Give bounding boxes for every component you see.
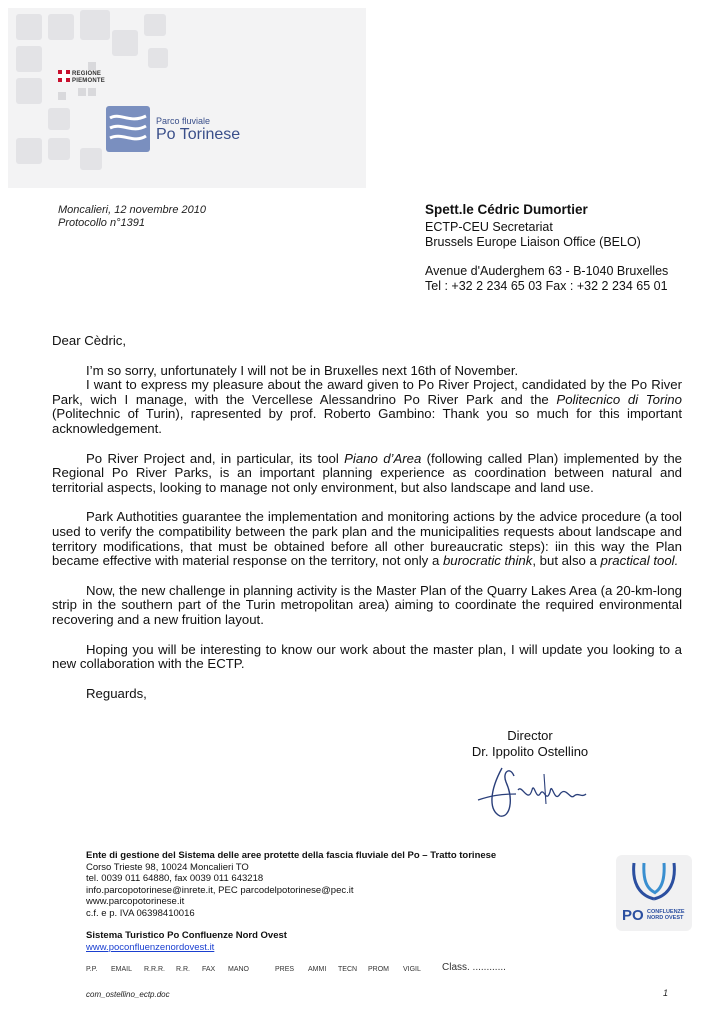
code-pp: P.P.: [86, 966, 98, 973]
signer-name: Dr. Ippolito Ostellino: [471, 744, 589, 759]
place-date: Moncalieri, 12 novembre 2010: [58, 204, 206, 216]
code-ammi: AMMI: [308, 966, 327, 973]
recipient-office: Brussels Europe Liaison Office (BELO): [425, 235, 641, 249]
code-rrr: R.R.R.: [144, 966, 165, 973]
region-line-1: REGIONE: [72, 71, 102, 77]
confluenze-logo-po: PO: [622, 907, 644, 924]
paragraph-2: [52, 378, 682, 436]
confluenze-logo-text: [647, 909, 685, 921]
paragraph-4: [52, 510, 682, 568]
class-field: Class. ............: [442, 962, 506, 973]
letter-meta: [58, 204, 206, 230]
document-filename: com_ostellino_ectp.doc: [86, 990, 170, 999]
page-number: 1: [663, 988, 669, 998]
po-confluenze-logo: [616, 855, 692, 931]
park-logo-subtitle: Parco fluviale: [156, 116, 211, 126]
code-prom: PROM: [368, 966, 389, 973]
protocol-number: Protocollo n°1391: [58, 217, 145, 229]
code-tecn: TECN: [338, 966, 358, 973]
paragraph-6: Hoping you will be interesting to know our work about the master plan, I will update you looking to a new collaboration with the ECTP.: [52, 641, 682, 672]
p2-text-c: (Politechnic of Turin), rapresented by prof. Roberto Gambino: Thank you so much for this important acknowledgement.: [52, 406, 682, 436]
p3-text-a: Po River Project and, in particular, its tool: [86, 450, 345, 466]
code-rr: R.R.: [176, 966, 190, 973]
river-logo-icon: [106, 106, 150, 152]
footer-address: Corso Trieste 98, 10024 Moncalieri TO: [86, 861, 249, 873]
confluenze-line-1: CONFLUENZE: [647, 909, 685, 915]
code-vigil: VIGIL: [403, 966, 421, 973]
tourism-website-link[interactable]: www.poconfluenzenordovest.it: [86, 941, 215, 953]
parco-po-torinese-logo: [106, 106, 256, 152]
signer-title: Director: [507, 728, 553, 743]
paragraph-5: Now, the new challenge in planning activity is the Master Plan of the Quarry Lakes Area (a 20-km-long strip in the southern part of the Turin metropolitan area) aiming to coordinate the required environmental recovering and a new fruition layout.: [52, 582, 682, 627]
regione-piemonte-logo: [56, 62, 104, 104]
recipient-org: ECTP-CEU Secretariat: [425, 220, 553, 234]
code-pres: PRES: [275, 966, 295, 973]
code-fax: FAX: [202, 966, 216, 973]
recipient-street: Avenue d'Auderghem 63 - B-1040 Bruxelles: [425, 264, 669, 278]
p4-text-c: , but also a: [532, 553, 601, 569]
recipient-phones: Tel : +32 2 234 65 03 Fax : +32 2 234 65 01: [425, 279, 668, 293]
closing: Reguards,: [86, 685, 147, 701]
footer-website: www.parcopotorinese.it: [86, 896, 185, 907]
footer-tax-id: c.f. e p. IVA 06398410016: [86, 907, 195, 919]
footer-tourism-system: Sistema Turistico Po Confluenze Nord Ovest: [86, 930, 287, 941]
footer-entity: Ente di gestione del Sistema delle aree protette della fascia fluviale del Po – Tratto torinese: [86, 850, 497, 861]
p4-text-d: practical tool.: [600, 553, 679, 569]
recipient-address: [425, 203, 668, 293]
footer: [86, 850, 496, 953]
park-logo-title: Po Torinese: [156, 126, 241, 143]
p2-text-a: I want to express my pleasure about the award given to Po River Project, candidated by the Po River Park, wich I manage, with the Vercellese Alessandrino Po River Park and the: [52, 377, 682, 407]
region-line-2: PIEMONTE: [72, 78, 105, 84]
region-logo-text: [72, 71, 105, 85]
paragraph-3: [52, 452, 682, 496]
p4-text-a: Park Authotities guarantee the implementation and monitoring actions by the advice procedure (a tool used to verify the compatibility between the park plan and the municipalities requests about landscape and territory modifications, that must be obtained before all other bureaucratic steps): iin this way the Plan became effective with material response on the territory, not only a: [52, 509, 682, 569]
signature-block: [440, 728, 620, 760]
p3-text-b: Piano d’Area: [344, 450, 422, 466]
footer-email: info.parcopotorinese@inrete.it, PEC parcodelpotorinese@pec.it: [86, 884, 354, 896]
salutation: Dear Cèdric,: [52, 333, 127, 348]
recipient-name: Spett.le Cédric Dumortier: [425, 202, 588, 217]
footer-phone: tel. 0039 011 64880, fax 0039 011 643218: [86, 873, 264, 884]
p4-text-b: burocratic think: [442, 553, 533, 569]
p3-text-c: (following called Plan) implemented by the Regional Po River Parks, is an important planning experience as coordination between natural and territorial aspects, looking to manage not only environment, but also landscape and land use.: [52, 450, 683, 495]
paragraph-1: I’m so sorry, unfortunately I will not be in Bruxelles next 16th of November.: [86, 362, 519, 378]
confluenze-line-2: NORD OVEST: [647, 915, 684, 921]
code-mano: MANO: [228, 966, 249, 973]
p2-text-b: Politecnico di Torino: [556, 391, 682, 407]
handwritten-signature: [470, 760, 590, 822]
letter-body: [52, 334, 682, 701]
code-email: EMAIL: [111, 966, 133, 973]
